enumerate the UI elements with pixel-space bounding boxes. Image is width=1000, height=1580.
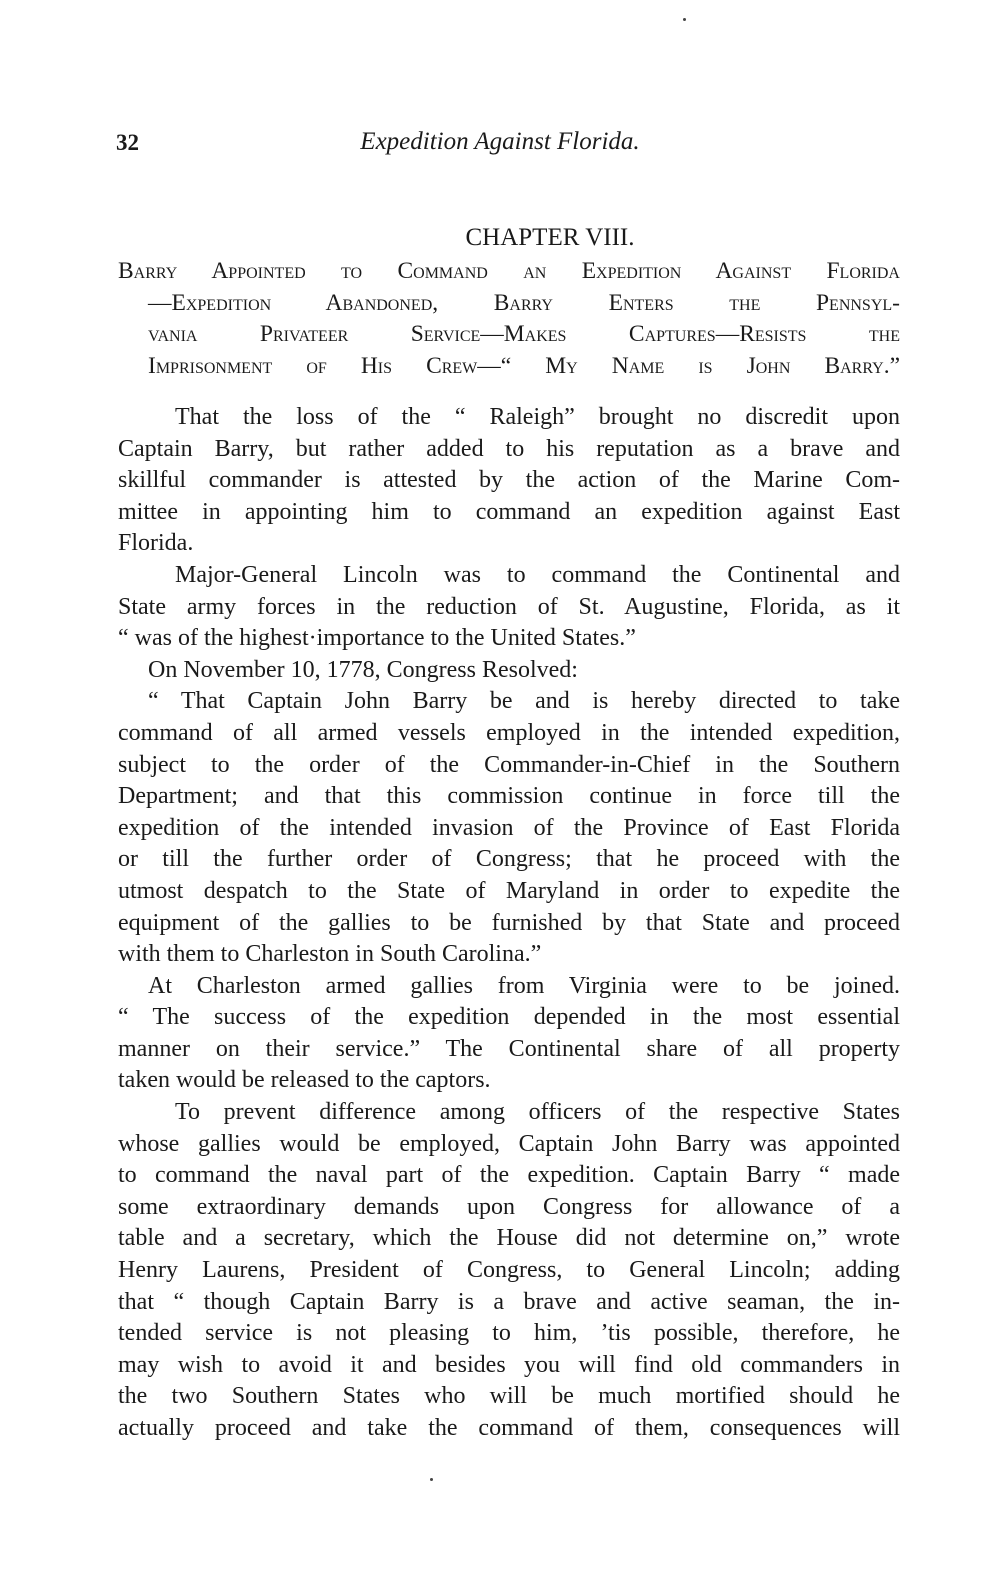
text-line: Captain Barry, but rather added to his reputation as a brave and xyxy=(118,435,900,462)
text-line: State army forces in the reduction of St. Augustine, Florida, as it xyxy=(118,593,900,620)
text-line: the two Southern States who will be much mortified should he xyxy=(118,1383,900,1410)
text-line: “ That Captain John Barry be and is hereby directed to take xyxy=(148,688,900,715)
page-number: 32 xyxy=(116,130,139,155)
text-line: Henry Laurens, President of Congress, to General Lincoln; adding xyxy=(118,1257,900,1284)
text-line: “ was of the highest·importance to the United States.” xyxy=(118,625,636,652)
scan-speck xyxy=(683,18,686,21)
text-line: Department; and that this commission continue in force till the xyxy=(118,783,900,810)
paragraph xyxy=(118,560,900,655)
text-line: Major-General Lincoln was to command the Continental and xyxy=(175,561,900,588)
body-text xyxy=(118,402,900,1445)
text-line: That the loss of the “ Raleigh” brought no discredit upon xyxy=(175,404,900,430)
text-line: On November 10, 1778, Congress Resolved: xyxy=(148,656,578,683)
chapter-title: CHAPTER VIII. xyxy=(465,224,635,251)
text-line: “ The success of the expedition depended in the most essential xyxy=(118,1004,900,1031)
text-line: whose gallies would be employed, Captain John Barry was appointed xyxy=(118,1130,900,1157)
text-line: actually proceed and take the command of them, consequences will xyxy=(118,1415,900,1441)
text-line: Florida. xyxy=(118,530,194,557)
text-line: To prevent difference among officers of the respective States xyxy=(175,1099,900,1126)
text-line: tended service is not pleasing to him, ’tis possible, therefore, he xyxy=(118,1320,900,1347)
text-line: with them to Charleston in South Carolina.” xyxy=(118,941,542,968)
text-line: that “ though Captain Barry is a brave and active seaman, the in- xyxy=(118,1288,900,1315)
text-line: to command the naval part of the expedition. Captain Barry “ made xyxy=(118,1162,900,1189)
summary-line: Barry Appointed to Command an Expedition Against Florida xyxy=(118,258,900,284)
text-line: manner on their service.” The Continental share of all property xyxy=(118,1035,900,1062)
text-line: skillful commander is attested by the action of the Marine Com- xyxy=(118,467,900,494)
summary-line: —Expedition Abandoned, Barry Enters the Pennsyl- xyxy=(148,289,900,316)
text-line: table and a secretary, which the House did not determine on,” wrote xyxy=(118,1225,900,1252)
chapter-summary xyxy=(118,256,900,382)
text-line: expedition of the intended invasion of the Province of East Florida xyxy=(118,814,900,841)
text-line: command of all armed vessels employed in the intended expedition, xyxy=(118,719,900,746)
paragraph xyxy=(118,1097,900,1445)
text-line: taken would be released to the captors. xyxy=(118,1067,491,1094)
text-line: subject to the order of the Commander-in-Chief in the Southern xyxy=(118,751,900,778)
text-line: utmost despatch to the State of Maryland in order to expedite the xyxy=(118,877,900,904)
paragraph xyxy=(118,655,900,687)
text-line: equipment of the gallies to be furnished by that State and proceed xyxy=(118,909,900,936)
scan-speck xyxy=(430,1478,433,1481)
paragraph xyxy=(118,686,900,970)
summary-line: Imprisonment of His Crew—“ My Name is John Barry.” xyxy=(148,352,900,379)
text-line: At Charleston armed gallies from Virginia were to be joined. xyxy=(148,972,900,999)
paragraph xyxy=(118,402,900,560)
paragraph xyxy=(118,971,900,1097)
text-line: mittee in appointing him to command an expedition against East xyxy=(118,498,900,525)
summary-line: vania Privateer Service—Makes Captures—Resists the xyxy=(148,321,900,348)
text-line: some extraordinary demands upon Congress for allowance of a xyxy=(118,1193,900,1220)
running-title: Expedition Against Florida. xyxy=(360,128,640,155)
text-line: or till the further order of Congress; that he proceed with the xyxy=(118,846,900,873)
text-line: may wish to avoid it and besides you will find old commanders in xyxy=(118,1351,900,1378)
